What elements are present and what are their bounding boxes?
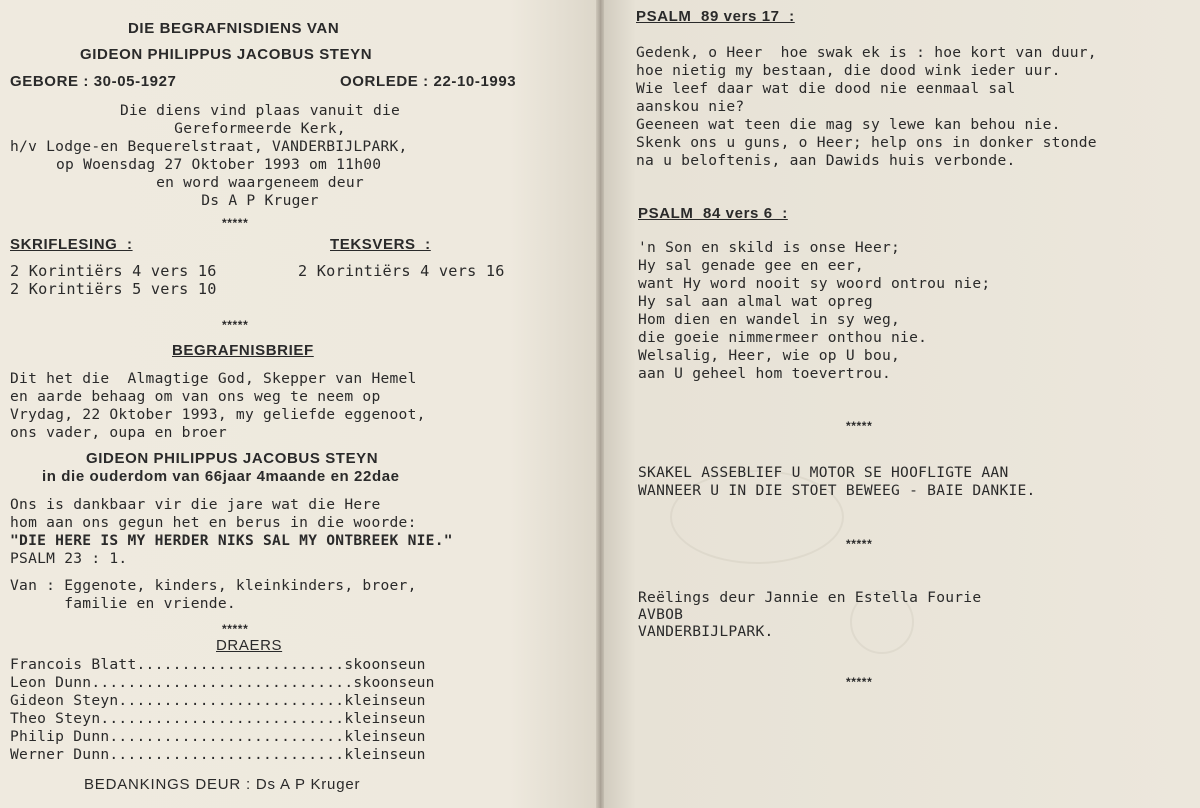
psalm-84-line: Hy sal genade gee en eer,: [638, 257, 864, 274]
service-line: en word waargeneem deur: [156, 174, 364, 191]
death-date: OORLEDE : 22-10-1993: [340, 73, 517, 90]
psalm-84-heading: PSALM 84 vers 6 :: [638, 205, 788, 222]
separator-stars: *****: [222, 622, 249, 636]
bearer-row: Werner Dunn..........................kleinseun: [10, 746, 426, 763]
psalm-89-heading: PSALM 89 vers 17 :: [636, 8, 795, 25]
service-line: Ds A P Kruger: [201, 192, 319, 209]
service-title: DIE BEGRAFNISDIENS VAN: [128, 20, 340, 37]
scripture-quote: "DIE HERE IS MY HERDER NIKS SAL MY ONTBREEK NIE.": [10, 532, 453, 549]
bearer-row: Leon Dunn.............................skoonseun: [10, 674, 435, 691]
psalm-84-line: Hom dien en wandel in sy weg,: [638, 311, 901, 328]
psalm-84-line: 'n Son en skild is onse Heer;: [638, 239, 901, 256]
arrangements-line: Reëlings deur Jannie en Estella Fourie: [638, 589, 982, 606]
psalm-89-line: na u beloftenis, aan Dawids huis verbonde.: [636, 152, 1016, 169]
age-line: in die ouderdom van 66jaar 4maande en 22dae: [42, 468, 400, 485]
bearer-row: Philip Dunn..........................kleinseun: [10, 728, 426, 745]
deceased-name-repeat: GIDEON PHILIPPUS JACOBUS STEYN: [86, 450, 379, 467]
psalm-89-line: aanskou nie?: [636, 98, 745, 115]
text-item: 2 Korintiërs 4 vers 16: [298, 262, 505, 280]
psalm-84-line: Welsalig, Heer, wie op U bou,: [638, 347, 901, 364]
separator-stars: *****: [222, 318, 249, 332]
bearers-heading: DRAERS: [216, 637, 283, 654]
psalm-89-line: hoe nietig my bestaan, die dood wink ieder uur.: [636, 62, 1061, 79]
separator-stars: *****: [846, 419, 873, 433]
letter-line: en aarde behaag om van ons weg te neem op: [10, 388, 381, 405]
letter-line: ons vader, oupa en broer: [10, 424, 227, 441]
center-fold: [596, 0, 604, 808]
psalm-84-line: die goeie nimmermeer onthou nie.: [638, 329, 928, 346]
separator-stars: *****: [222, 216, 249, 230]
service-line: Gereformeerde Kerk,: [174, 120, 346, 137]
psalm-84-line: want Hy word nooit sy woord ontrou nie;: [638, 275, 991, 292]
bearer-row: Francois Blatt.......................skoonseun: [10, 656, 426, 673]
psalm-89-line: Geeneen wat teen die mag sy lewe kan behou nie.: [636, 116, 1061, 133]
reading-heading: SKRIFLESING :: [10, 236, 133, 253]
service-line: op Woensdag 27 Oktober 1993 om 11h00: [56, 156, 382, 173]
service-line: Die diens vind plaas vanuit die: [119, 102, 401, 119]
service-line: h/v Lodge-en Bequerelstraat, VANDERBIJLPARK,: [10, 138, 408, 155]
reading-item: 2 Korintiërs 4 vers 16: [10, 262, 217, 280]
arrangements-line: AVBOB: [638, 606, 684, 623]
bearer-row: Gideon Steyn.........................kleinseun: [10, 692, 426, 709]
birth-date: GEBORE : 30-05-1927: [10, 73, 177, 90]
bearer-row: Theo Steyn...........................kleinseun: [10, 710, 426, 727]
thanks-line: Ons is dankbaar vir die jare wat die Here: [10, 496, 381, 513]
text-heading: TEKSVERS :: [330, 236, 431, 253]
psalm-84-line: aan U geheel hom toevertrou.: [638, 365, 892, 382]
psalm-84-line: Hy sal aan almal wat opreg: [638, 293, 873, 310]
from-line: Van : Eggenote, kinders, kleinkinders, broer,: [10, 577, 417, 594]
psalm-89-line: Skenk ons u guns, o Heer; help ons in donker stonde: [636, 134, 1097, 151]
right-page: [600, 0, 1200, 808]
headlights-notice: SKAKEL ASSEBLIEF U MOTOR SE HOOFLIGTE AAN: [638, 464, 1009, 481]
psalm-89-line: Gedenk, o Heer hoe swak ek is : hoe kort van duur,: [636, 44, 1097, 61]
psalm-89-line: Wie leef daar wat die dood nie eenmaal sal: [636, 80, 1016, 97]
reading-item: 2 Korintiërs 5 vers 10: [10, 280, 217, 298]
separator-stars: *****: [846, 675, 873, 689]
letter-line: Dit het die Almagtige God, Skepper van Hemel: [10, 370, 417, 387]
thanks-line: hom aan ons gegun het en berus in die woorde:: [10, 514, 417, 531]
from-line: familie en vriende.: [10, 595, 236, 612]
arrangements-line: VANDERBIJLPARK.: [638, 623, 774, 640]
thanks-line: PSALM 23 : 1.: [10, 550, 128, 567]
deceased-name: GIDEON PHILIPPUS JACOBUS STEYN: [80, 46, 373, 63]
separator-stars: *****: [846, 537, 873, 551]
headlights-notice: WANNEER U IN DIE STOET BEWEEG - BAIE DANKIE.: [638, 482, 1036, 499]
thanks-by: BEDANKINGS DEUR : Ds A P Kruger: [84, 776, 361, 793]
letter-heading: BEGRAFNISBRIEF: [172, 342, 314, 359]
letter-line: Vrydag, 22 Oktober 1993, my geliefde eggenoot,: [10, 406, 426, 423]
